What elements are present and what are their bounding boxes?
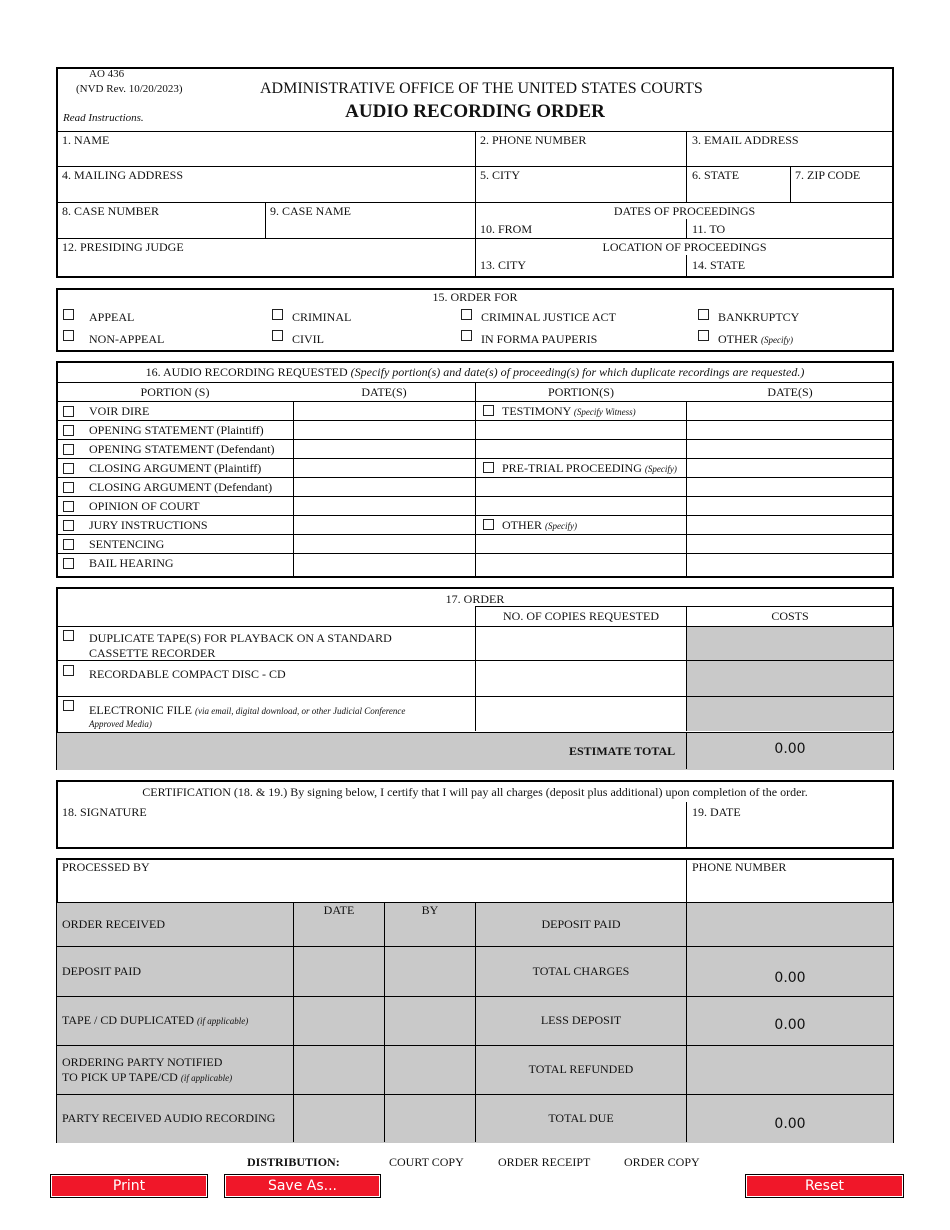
- bankruptcy-checkbox[interactable]: [698, 309, 709, 320]
- zip-field[interactable]: 7. ZIP CODE: [795, 168, 861, 182]
- from-date-field[interactable]: 10. FROM: [480, 222, 533, 236]
- portion-label: OPINION OF COURT: [89, 499, 200, 513]
- case-number-field[interactable]: 8. CASE NUMBER: [62, 204, 160, 218]
- pretrial-checkbox[interactable]: [483, 462, 494, 473]
- portion-label: OPENING STATEMENT (Defendant): [89, 442, 275, 456]
- audio-other-checkbox[interactable]: [483, 519, 494, 530]
- col-dates-left: DATE(S): [361, 385, 407, 399]
- print-button[interactable]: Print: [50, 1174, 208, 1198]
- cost-cell-3[interactable]: [687, 697, 893, 731]
- compact-disc-label: RECORDABLE COMPACT DISC - CD: [89, 667, 286, 681]
- audio-other-label: OTHER (Specify): [502, 518, 577, 532]
- non-appeal-label: NON-APPEAL: [89, 332, 165, 346]
- row-divider: [57, 534, 893, 535]
- total-due-value: 0.00: [774, 1116, 806, 1132]
- signature-field[interactable]: 18. SIGNATURE: [62, 805, 147, 819]
- col-portions-right: PORTION(S): [548, 385, 614, 399]
- less-deposit-value: 0.00: [774, 1017, 806, 1033]
- reset-button[interactable]: Reset: [745, 1174, 904, 1198]
- row-divider: [57, 496, 893, 497]
- row-divider: [57, 515, 893, 516]
- total-due-label: TOTAL DUE: [548, 1111, 614, 1125]
- portion-checkbox[interactable]: [63, 444, 74, 455]
- col-dates-right: DATE(S): [767, 385, 813, 399]
- dates-heading: DATES OF PROCEEDINGS: [613, 204, 756, 218]
- read-instructions-link[interactable]: Read Instructions.: [63, 112, 144, 124]
- row-divider: [57, 458, 893, 459]
- electronic-file-checkbox[interactable]: [63, 700, 74, 711]
- portion-checkbox[interactable]: [63, 463, 74, 474]
- location-heading: LOCATION OF PROCEEDINGS: [602, 240, 767, 254]
- appeal-label: APPEAL: [89, 310, 135, 324]
- total-refunded-label: TOTAL REFUNDED: [528, 1062, 634, 1076]
- total-charges-value: 0.00: [774, 970, 806, 986]
- civil-label: CIVIL: [292, 332, 324, 346]
- order-received-label: ORDER RECEIVED: [62, 917, 165, 931]
- tape-duplicated-label: TAPE / CD DUPLICATED (if applicable): [62, 1013, 249, 1027]
- portion-label: BAIL HEARING: [89, 556, 174, 570]
- to-date-field[interactable]: 11. TO: [692, 222, 726, 236]
- order-for-title: 15. ORDER FOR: [432, 290, 518, 304]
- less-deposit-label: LESS DEPOSIT: [540, 1013, 622, 1027]
- portion-checkbox[interactable]: [63, 501, 74, 512]
- mailing-address-field[interactable]: 4. MAILING ADDRESS: [62, 168, 184, 182]
- portion-label: VOIR DIRE: [89, 404, 150, 418]
- testimony-label: TESTIMONY (Specify Witness): [502, 404, 636, 418]
- cost-cell-1[interactable]: [687, 627, 893, 660]
- duplicate-tape-label: DUPLICATE TAPE(S) FOR PLAYBACK ON A STANDARD CASSETTE RECORDER: [89, 631, 392, 660]
- ifp-label: IN FORMA PAUPERIS: [481, 332, 598, 346]
- row-divider: [57, 477, 893, 478]
- bankruptcy-label: BANKRUPTCY: [718, 310, 800, 324]
- ifp-checkbox[interactable]: [461, 330, 472, 341]
- portion-label: JURY INSTRUCTIONS: [89, 518, 208, 532]
- col-date: DATE: [323, 903, 355, 917]
- duplicate-tape-checkbox[interactable]: [63, 630, 74, 641]
- estimate-total-label: ESTIMATE TOTAL: [569, 744, 676, 758]
- save-as-button[interactable]: Save As...: [224, 1174, 381, 1198]
- cja-checkbox[interactable]: [461, 309, 472, 320]
- row-divider: [57, 553, 893, 554]
- non-appeal-checkbox[interactable]: [63, 330, 74, 341]
- party-notified-label: ORDERING PARTY NOTIFIED TO PICK UP TAPE/CD (if applicable): [62, 1055, 233, 1084]
- location-city-field[interactable]: 13. CITY: [480, 258, 526, 272]
- deposit-paid-left-label: DEPOSIT PAID: [62, 964, 142, 978]
- case-name-field[interactable]: 9. CASE NAME: [270, 204, 352, 218]
- processed-by-field[interactable]: PROCESSED BY: [62, 860, 150, 874]
- criminal-checkbox[interactable]: [272, 309, 283, 320]
- portion-label: CLOSING ARGUMENT (Defendant): [89, 480, 273, 494]
- portion-label: CLOSING ARGUMENT (Plaintiff): [89, 461, 262, 475]
- office-phone-field[interactable]: PHONE NUMBER: [692, 860, 787, 874]
- deposit-paid-right-label: DEPOSIT PAID: [541, 917, 621, 931]
- portion-checkbox[interactable]: [63, 558, 74, 569]
- state-field[interactable]: 6. STATE: [692, 168, 740, 182]
- distribution-label: DISTRIBUTION:: [247, 1155, 340, 1169]
- testimony-checkbox[interactable]: [483, 405, 494, 416]
- date-field[interactable]: 19. DATE: [692, 805, 741, 819]
- name-field[interactable]: 1. NAME: [62, 133, 110, 147]
- portion-checkbox[interactable]: [63, 425, 74, 436]
- total-charges-label: TOTAL CHARGES: [532, 964, 630, 978]
- office-name: ADMINISTRATIVE OFFICE OF THE UNITED STATES COURTS: [260, 80, 703, 97]
- form-number: AO 436: [89, 68, 125, 80]
- distribution-order-receipt: ORDER RECEIPT: [498, 1155, 591, 1169]
- phone-field[interactable]: 2. PHONE NUMBER: [480, 133, 587, 147]
- electronic-file-label: ELECTRONIC FILE (via email, digital download, or other Judicial Conference: [89, 703, 406, 717]
- civil-checkbox[interactable]: [272, 330, 283, 341]
- distribution-order-copy: ORDER COPY: [624, 1155, 700, 1169]
- portion-checkbox[interactable]: [63, 482, 74, 493]
- distribution-court-copy: COURT COPY: [389, 1155, 464, 1169]
- form-revision: (NVD Rev. 10/20/2023): [76, 83, 183, 95]
- city-field[interactable]: 5. CITY: [480, 168, 520, 182]
- row-divider: [57, 439, 893, 440]
- location-state-field[interactable]: 14. STATE: [692, 258, 746, 272]
- certification-text: CERTIFICATION (18. & 19.) By signing below, I certify that I will pay all charges (deposit plus additional) upon completion of the order.: [142, 785, 808, 799]
- other-label: OTHER (Specify): [718, 332, 793, 346]
- portion-checkbox[interactable]: [63, 520, 74, 531]
- cja-label: CRIMINAL JUSTICE ACT: [481, 310, 616, 324]
- row-divider: [57, 420, 893, 421]
- electronic-file-note: Approved Media): [89, 719, 152, 729]
- page-title: AUDIO RECORDING ORDER: [345, 101, 605, 122]
- portion-checkbox[interactable]: [63, 539, 74, 550]
- col-portions-left: PORTION (S): [140, 385, 210, 399]
- order-title: 17. ORDER: [445, 592, 505, 606]
- party-received-label: PARTY RECEIVED AUDIO RECORDING: [62, 1111, 276, 1125]
- portion-label: OPENING STATEMENT (Plaintiff): [89, 423, 264, 437]
- presiding-judge-field[interactable]: 12. PRESIDING JUDGE: [62, 240, 184, 254]
- col-copies: NO. OF COPIES REQUESTED: [502, 609, 659, 623]
- portion-checkbox[interactable]: [63, 406, 74, 417]
- other-checkbox[interactable]: [698, 330, 709, 341]
- cost-cell-2[interactable]: [687, 661, 893, 696]
- email-field[interactable]: 3. EMAIL ADDRESS: [692, 133, 799, 147]
- estimate-total-value: 0.00: [774, 741, 806, 757]
- compact-disc-checkbox[interactable]: [63, 665, 74, 676]
- criminal-label: CRIMINAL: [292, 310, 352, 324]
- row-divider: [57, 401, 893, 402]
- pretrial-label: PRE-TRIAL PROCEEDING (Specify): [502, 461, 677, 475]
- appeal-checkbox[interactable]: [63, 309, 74, 320]
- portion-label: SENTENCING: [89, 537, 165, 551]
- audio-requested-title: 16. AUDIO RECORDING REQUESTED (Specify portion(s) and date(s) of proceeding(s) for which duplicate recordings are requested.): [145, 365, 805, 379]
- col-by: BY: [421, 903, 439, 917]
- col-costs: COSTS: [771, 609, 809, 623]
